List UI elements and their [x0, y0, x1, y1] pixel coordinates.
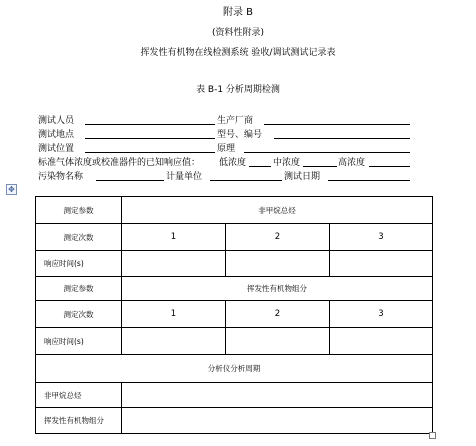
model-field[interactable]	[274, 138, 410, 139]
count-label-cell: 测定次数	[36, 224, 122, 251]
col-3-header: 3	[330, 301, 433, 328]
table-row	[36, 197, 433, 224]
manufacturer-field[interactable]	[264, 124, 410, 125]
document-title: 挥发性有机物在线检测系统 验收/调试测试记录表	[140, 48, 336, 58]
response-cell[interactable]	[226, 328, 330, 355]
table-row	[36, 277, 433, 301]
col-2-header: 2	[226, 301, 330, 328]
cycle-header: 分析仪分析周期	[36, 355, 433, 383]
col-1-header: 1	[122, 224, 226, 251]
model-label: 型号、编号	[217, 130, 263, 140]
table-row	[36, 301, 433, 328]
position-field[interactable]	[85, 152, 215, 153]
nmhc-cycle-cell[interactable]	[122, 383, 433, 408]
date-field[interactable]	[328, 180, 410, 181]
appendix-note: (资料性附录)	[211, 28, 265, 38]
table-title: 表 B-1 分析周期检测	[196, 85, 280, 95]
col-2-header: 2	[226, 224, 330, 251]
table-row	[36, 251, 433, 277]
nmhc-row-label: 非甲烷总烃	[36, 383, 122, 408]
location-label: 测试地点	[38, 130, 75, 140]
table-row	[36, 224, 433, 251]
date-label: 测试日期	[284, 172, 321, 182]
section-nmhc-header: 非甲烷总烃	[122, 197, 433, 224]
tester-field[interactable]	[85, 124, 215, 125]
position-label: 测试位置	[38, 144, 75, 154]
response-cell[interactable]	[226, 251, 330, 277]
high-conc-label: 高浓度	[338, 158, 366, 168]
move-anchor-icon[interactable]: ✥	[6, 184, 17, 195]
col-1-header: 1	[122, 301, 226, 328]
unit-label: 计量单位	[166, 172, 203, 182]
analysis-cycle-table	[35, 196, 433, 434]
response-cell[interactable]	[330, 251, 433, 277]
table-row	[36, 408, 433, 434]
resize-handle-icon[interactable]	[429, 432, 436, 439]
location-field[interactable]	[85, 138, 215, 139]
col-3-header: 3	[330, 224, 433, 251]
param-label-cell: 测定参数	[36, 197, 122, 224]
response-cell[interactable]	[122, 328, 226, 355]
principle-field[interactable]	[244, 152, 410, 153]
count-label-cell: 测定次数	[36, 301, 122, 328]
principle-label: 原理	[217, 144, 236, 154]
mid-conc-field[interactable]	[303, 166, 337, 167]
low-conc-field[interactable]	[249, 166, 271, 167]
table-row	[36, 328, 433, 355]
voc-cycle-cell[interactable]	[122, 408, 433, 434]
standard-gas-label: 标准气体浓度或校准器件的已知响应值：	[38, 158, 201, 168]
mid-conc-label: 中浓度	[273, 158, 301, 168]
appendix-label: 附录 B	[222, 7, 254, 18]
manufacturer-label: 生产厂商	[217, 116, 254, 126]
low-conc-label: 低浓度	[219, 158, 247, 168]
table-row	[36, 355, 433, 383]
pollutant-field[interactable]	[96, 180, 164, 181]
table-row	[36, 383, 433, 408]
high-conc-field[interactable]	[369, 166, 410, 167]
voc-row-label: 挥发性有机物组分	[36, 408, 122, 434]
tester-label: 测试人员	[38, 116, 75, 126]
section-voc-header: 挥发性有机物组分	[122, 277, 433, 301]
response-time-label-cell: 响应时间(s)	[36, 251, 122, 277]
response-time-label-cell: 响应时间(s)	[36, 328, 122, 355]
response-cell[interactable]	[122, 251, 226, 277]
param-label-cell: 测定参数	[36, 277, 122, 301]
unit-field[interactable]	[210, 180, 282, 181]
pollutant-label: 污染物名称	[38, 172, 84, 182]
response-cell[interactable]	[330, 328, 433, 355]
